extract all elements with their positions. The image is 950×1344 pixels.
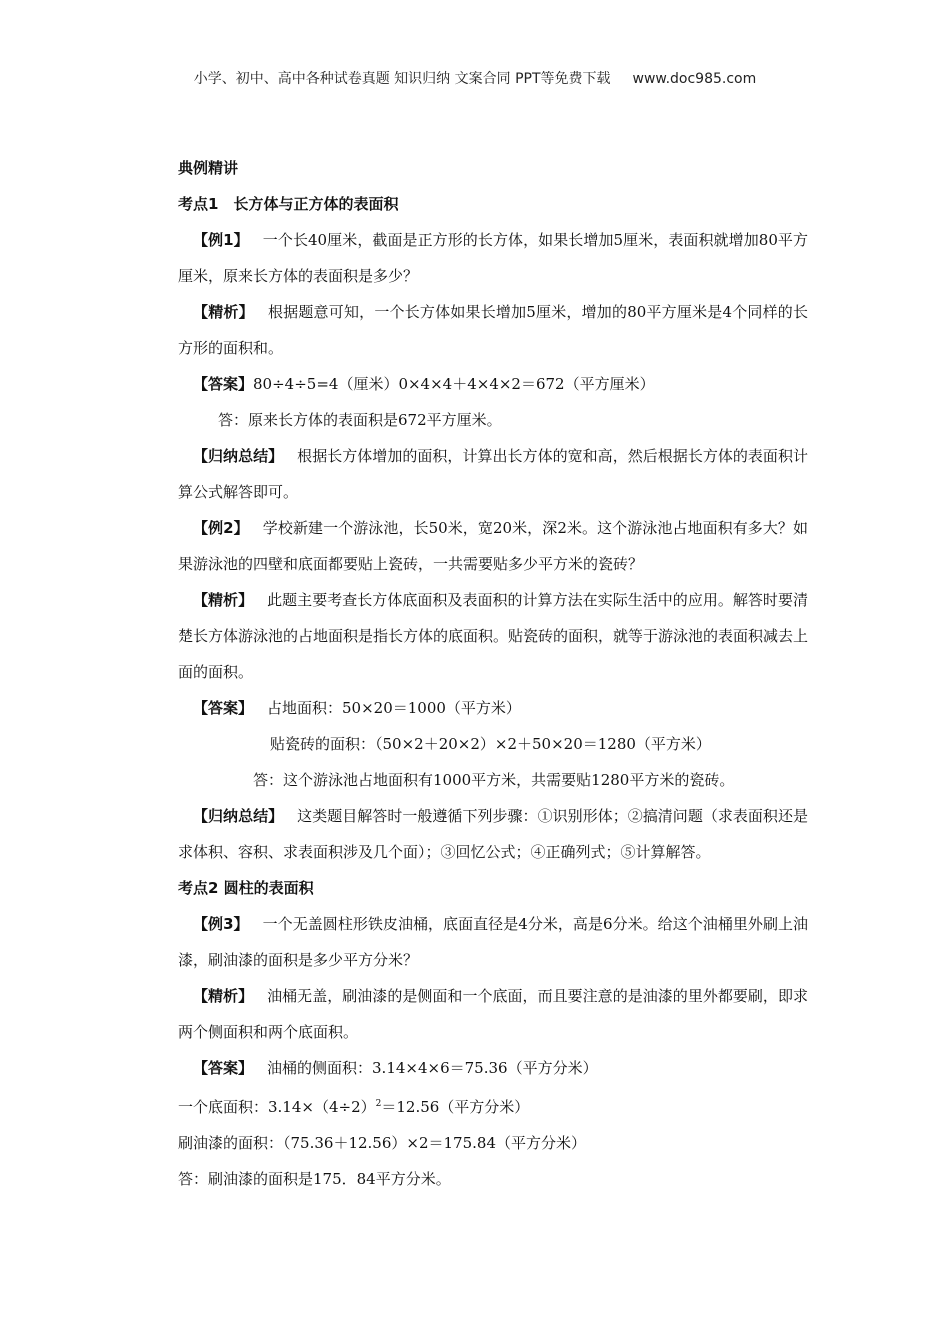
- ex2-question: [178, 510, 808, 582]
- ex3-label: 【例3】: [193, 915, 249, 933]
- ex3-question-text: 一个无盖圆柱形铁皮油桶，底面直径是4分米，高是6分米。给这个油桶里外刷上油漆，刷油漆的面积是多少平方分米？: [178, 915, 809, 969]
- ex1-answer-text: 80÷4÷5=4（厘米）0×4×4＋4×4×2＝672（平方厘米）: [253, 375, 655, 393]
- ex3-answer-line2-b: ＝12.56（平方分米）: [381, 1098, 530, 1116]
- header-text: 小学、初中、高中各种试卷真题 知识归纳 文案合同 PPT等免费下载: [193, 71, 611, 87]
- ex1-label: 【例1】: [193, 231, 249, 249]
- kp1-title: 考点1 长方体与正方体的表面积: [178, 195, 399, 213]
- ex1-analysis: [178, 294, 808, 366]
- ex1-answer: [178, 366, 808, 402]
- kp2-title: 考点2 圆柱的表面积: [178, 879, 314, 897]
- ex1-analysis-label: 【精析】: [193, 303, 254, 321]
- ex2-analysis-text: 此题主要考查长方体底面积及表面积的计算方法在实际生活中的应用。解答时要清楚长方体游泳池的占地面积是指长方体的底面积。贴瓷砖的面积，就等于游泳池的表面积减去上面的面积。: [178, 591, 809, 681]
- ex1-analysis-text: 根据题意可知，一个长方体如果长增加5厘米，增加的80平方厘米是4个同样的长方形的面积和。: [178, 303, 808, 357]
- ex3-question: [178, 906, 808, 978]
- ex2-summary-text: 这类题目解答时一般遵循下列步骤：①识别形体；②搞清问题（求表面积还是求体积、容积、求表面积涉及几个面）；③回忆公式；④正确列式；⑤计算解答。: [178, 807, 808, 861]
- ex2-answer: [178, 690, 808, 726]
- ex2-question-text: 学校新建一个游泳池，长50米，宽20米，深2米。这个游泳池占地面积有多大？如果游泳池的四壁和底面都要贴上瓷砖，一共需要贴多少平方米的瓷砖？: [178, 519, 809, 573]
- ex3-answer-line1: 油桶的侧面积：3.14×4×6＝75.36（平方分米）: [267, 1059, 598, 1077]
- ex1-summary-text: 根据长方体增加的面积，计算出长方体的宽和高，然后根据长方体的表面积计算公式解答即可。: [178, 447, 808, 501]
- ex3-exponent: 2: [375, 1099, 382, 1109]
- ex2-answer-label: 【答案】: [193, 699, 254, 717]
- ex2-answer-line1: 占地面积：50×20＝1000（平方米）: [267, 699, 521, 717]
- ex3-analysis: [178, 978, 808, 1050]
- ex2-analysis: [178, 582, 808, 690]
- ex1-summary: [178, 438, 808, 510]
- ex1-summary-label: 【归纳总结】: [193, 447, 284, 465]
- ex2-label: 【例2】: [193, 519, 249, 537]
- ex3-answer-reply: 答：刷油漆的面积是175．84平方分米。: [178, 1170, 451, 1188]
- ex3-analysis-text: 油桶无盖，刷油漆的是侧面和一个底面，而且要注意的是油漆的里外都要刷，即求两个侧面积和两个底面积。: [178, 987, 808, 1041]
- ex2-answer-reply: 答：这个游泳池占地面积有1000平方米，共需要贴1280平方米的瓷砖。: [253, 771, 735, 789]
- ex3-answer: [178, 1050, 808, 1086]
- ex2-answer-line2: 贴瓷砖的面积：（50×2＋20×2）×2＋50×20＝1280（平方米）: [270, 735, 711, 753]
- ex2-analysis-label: 【精析】: [193, 591, 254, 609]
- header-url[interactable]: www.doc985.com: [632, 71, 757, 87]
- ex2-summary: [178, 798, 808, 870]
- page-header: [0, 68, 950, 88]
- document-body: [178, 150, 808, 1197]
- ex2-summary-label: 【归纳总结】: [193, 807, 284, 825]
- ex3-answer-line2-a: 一个底面积：3.14×（4÷2）: [178, 1098, 376, 1116]
- main-title: 典例精讲: [178, 159, 239, 177]
- ex1-question-text: 一个长40厘米，截面是正方形的长方体，如果长增加5厘米，表面积就增加80平方厘米，原来长方体的表面积是多少？: [178, 231, 809, 285]
- ex3-answer-label: 【答案】: [193, 1059, 254, 1077]
- ex1-question: [178, 222, 808, 294]
- ex3-answer-line3: 刷油漆的面积：（75.36＋12.56）×2＝175.84（平方分米）: [178, 1134, 586, 1152]
- ex3-answer-line2: [178, 1086, 808, 1125]
- ex1-answer-label: 【答案】: [193, 375, 254, 393]
- ex1-answer-reply: 答：原来长方体的表面积是672平方厘米。: [218, 411, 502, 429]
- ex3-analysis-label: 【精析】: [193, 987, 254, 1005]
